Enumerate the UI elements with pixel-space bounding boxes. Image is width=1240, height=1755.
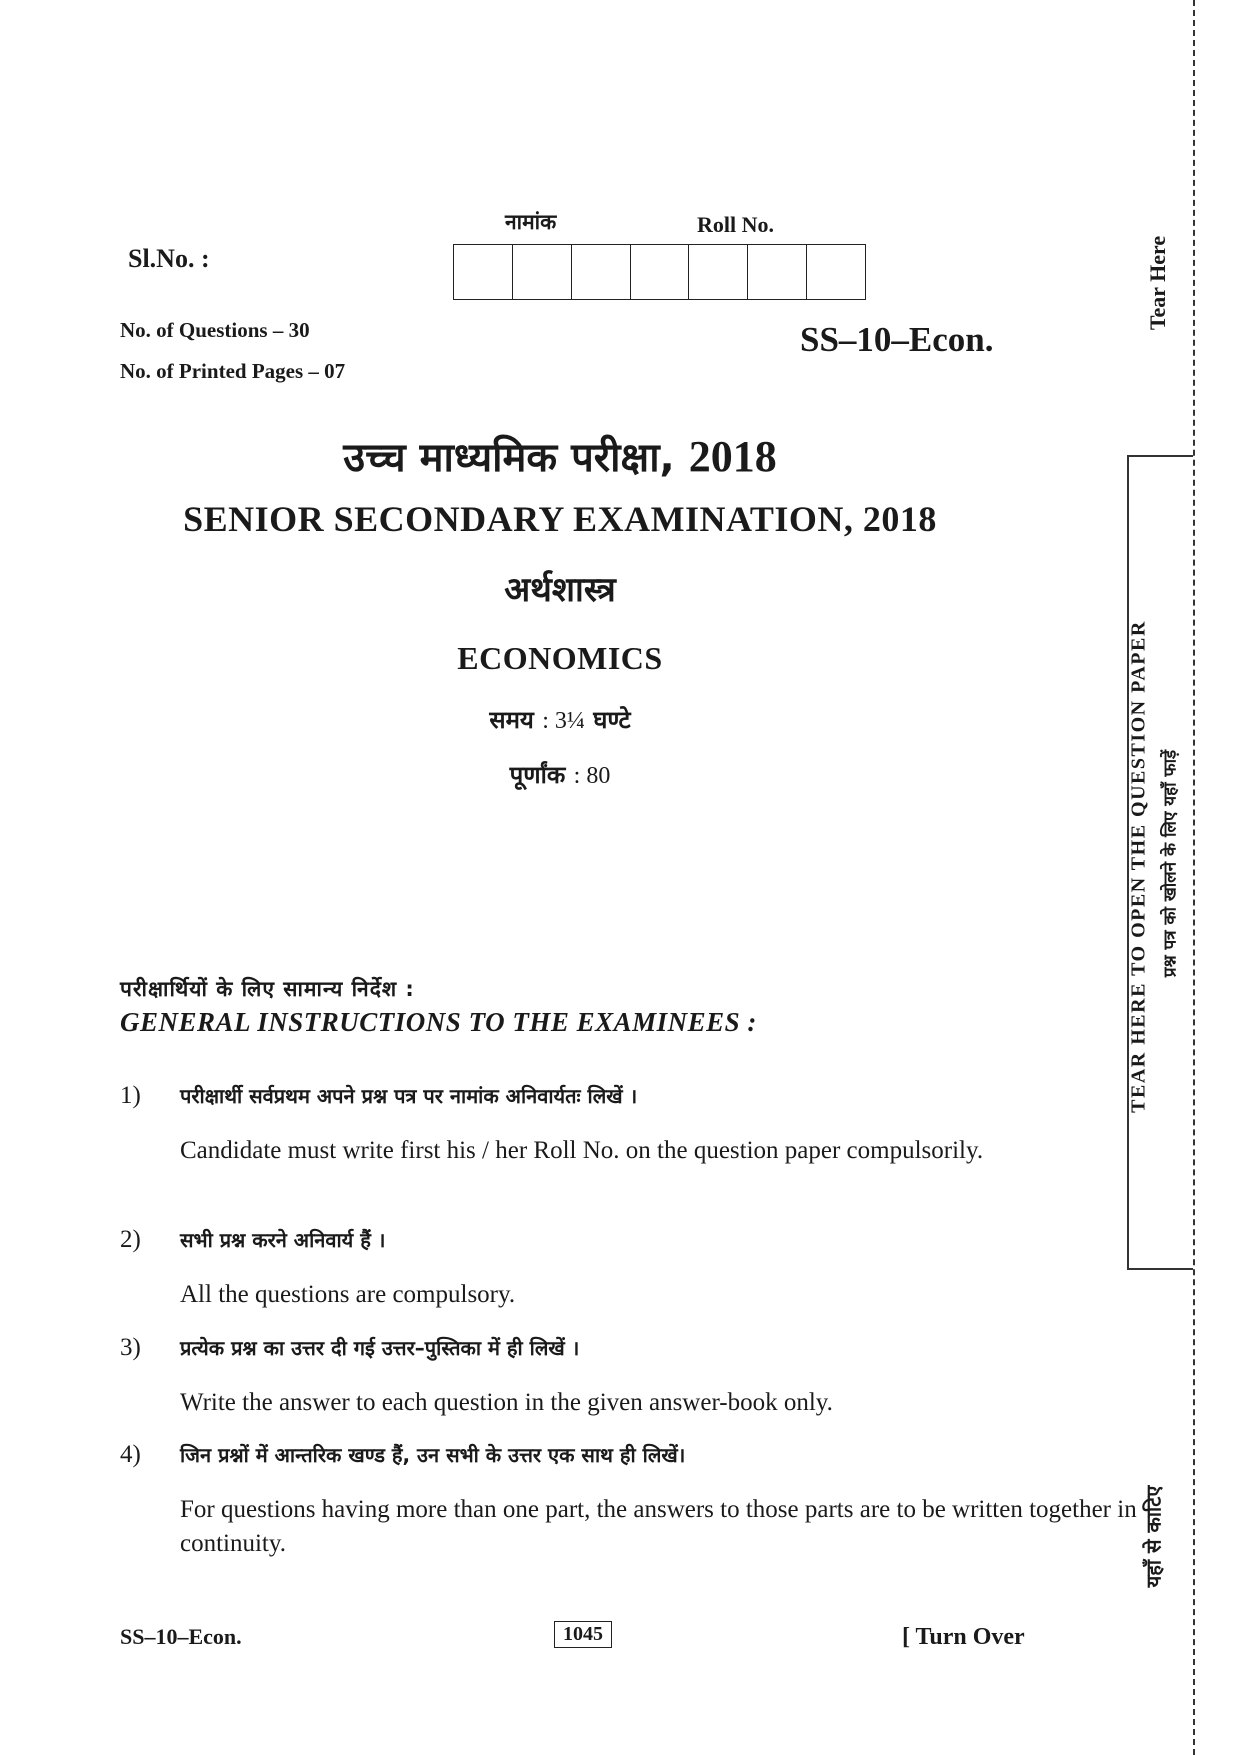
roll-label: Roll No. [697, 212, 774, 237]
instruction-text: All the questions are compulsory. [180, 1281, 516, 1308]
exam-title: SENIOR SECONDARY EXAMINATION, 2018 [183, 499, 937, 539]
tear-to-open-label: TEAR HERE TO OPEN THE QUESTION PAPER [1127, 620, 1150, 1113]
tear-here-label: Tear Here [1145, 235, 1170, 331]
time-value: : 3¼ [542, 708, 585, 734]
roll-digit-box[interactable] [748, 245, 807, 299]
roll-digit-box[interactable] [513, 245, 572, 299]
instruction-number: 4) [120, 1441, 141, 1468]
tear-here-marker [1138, 225, 1178, 345]
roll-digit-box[interactable] [454, 245, 513, 299]
roll-digit-box[interactable] [689, 245, 748, 299]
roll-digit-box[interactable] [807, 245, 865, 299]
number-of-printed-pages: No. of Printed Pages – 07 [120, 359, 346, 383]
instruction-number: 3) [120, 1334, 141, 1361]
roll-number-boxes[interactable] [453, 244, 866, 300]
instruction-text-hindi: प्रत्येक प्रश्न का उत्तर दी गई उत्तर–पुस्तिका में ही लिखें । [180, 1336, 580, 1360]
instruction-text-hindi: परीक्षार्थी सर्वप्रथम अपने प्रश्न पत्र पर नामांक अनिवार्यतः लिखें । [180, 1084, 638, 1108]
maximum-marks [0, 758, 1120, 791]
cut-here-hindi: यहाँ से काटिए [1141, 1485, 1166, 1588]
marks-value: : 80 [573, 763, 611, 789]
instruction-text-hindi: जिन प्रश्नों में आन्तरिक खण्ड हैं, उन सभी के उत्तर एक साथ ही लिखें। [180, 1443, 686, 1467]
roll-digit-box[interactable] [631, 245, 690, 299]
instructions-heading: GENERAL INSTRUCTIONS TO THE EXAMINEES : [120, 1007, 757, 1037]
turn-over-label: [ Turn Over [902, 1624, 1025, 1650]
exam-year: 2018 [688, 432, 777, 481]
time-label: समय [489, 706, 534, 734]
instructions-heading-hindi: परीक्षार्थियों के लिए सामान्य निर्देश : [120, 977, 415, 1001]
exam-title-hindi-text: उच्च माध्यमिक परीक्षा, [343, 435, 675, 481]
cut-here-marker [1133, 1455, 1173, 1615]
instruction-number: 2) [120, 1226, 141, 1253]
footer-page-code: 1045 [554, 1621, 612, 1648]
subject-title: ECONOMICS [457, 640, 663, 676]
instruction-text: For questions having more than one part, the answers to those parts are to be written together in continuity. [180, 1496, 1137, 1557]
instruction-text: Candidate must write first his / her Roll No. on the question paper compulsorily. [180, 1137, 984, 1164]
subject-hindi: अर्थशास्त्र [504, 570, 616, 610]
time-unit: घण्टे [593, 706, 631, 734]
footer-paper-code: SS–10–Econ. [120, 1624, 242, 1649]
exam-duration [0, 703, 1120, 736]
marks-label: पूर्णांक [509, 761, 566, 789]
serial-number-label: Sl.No. : [128, 244, 210, 273]
instruction-text: Write the answer to each question in the given answer-book only. [180, 1389, 833, 1416]
roll-digit-box[interactable] [572, 245, 631, 299]
roll-label-hindi: नामांक [505, 210, 557, 234]
tear-dashed-line [1193, 0, 1195, 1755]
tear-to-open-hindi: प्रश्न पत्र को खोलने के लिए यहाँ फाड़ें [1160, 749, 1181, 978]
tear-to-open-box [1127, 455, 1193, 1270]
paper-code: SS–10–Econ. [800, 320, 994, 359]
number-of-questions: No. of Questions – 30 [120, 318, 310, 342]
instruction-text-hindi: सभी प्रश्न करने अनिवार्य हैं । [180, 1228, 386, 1252]
exam-title-hindi [0, 428, 1120, 483]
instruction-number: 1) [120, 1082, 141, 1109]
